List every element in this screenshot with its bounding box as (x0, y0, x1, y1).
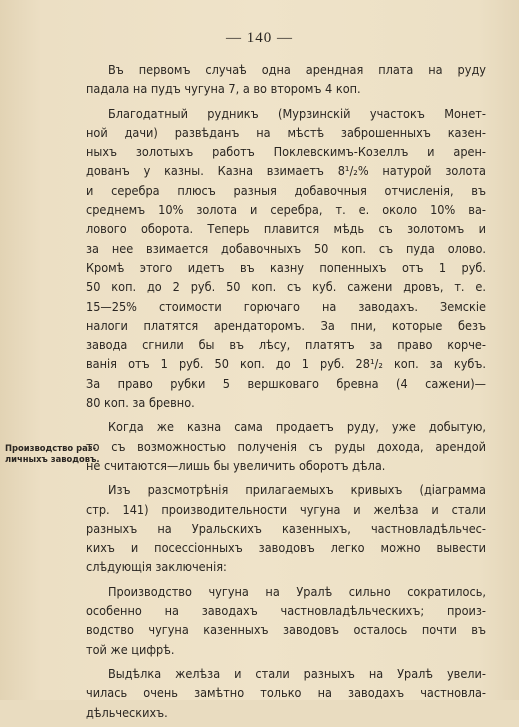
text-line: ной дачи) развѣданъ на мѣстѣ заброшенныхъ казен- (86, 124, 486, 140)
text-line: 80 коп. за бревно. (86, 395, 195, 411)
text-line: Кромѣ этого идетъ въ казну попенныхъ отъ 1 руб. (86, 259, 486, 275)
bleed-through-ghost (6, 468, 78, 488)
text-line: кихъ и посессіонныхъ заводовъ легко можно вывести (86, 540, 486, 556)
text-line: 50 коп. до 2 руб. 50 коп. съ куб. сажени дровъ, т. е. (86, 279, 486, 295)
text-line: и серебра плюсъ разныя добавочныя отчисленія, въ (86, 182, 486, 198)
text-line: дованъ у казны. Казна взимаетъ 8¹/₂% натурой золота (86, 163, 486, 179)
text-line: особенно на заводахъ частновладѣльческихъ; произ- (86, 603, 486, 619)
text-line: среднемъ 10% золота и серебра, т. е. около 10% ва- (86, 202, 486, 218)
paragraph-6 (86, 664, 486, 722)
text-line: За право рубки 5 вершковаго бревна (4 сажени)— (86, 375, 486, 391)
text-line: Когда же казна сама продаетъ руду, уже добытую, (108, 419, 486, 435)
text-line: за нее взимается добавочныхъ 50 коп. съ пуда олово. (86, 240, 486, 256)
text-line: Изъ разсмотрѣнія прилагаемыхъ кривыхъ (діаграмма (108, 482, 486, 498)
paragraph-2 (86, 104, 486, 413)
text-line: слѣдующія заключенія: (86, 559, 227, 575)
body-text (86, 60, 486, 727)
text-line: водство чугуна казенныхъ заводовъ осталось почти въ (86, 622, 486, 638)
text-line: Выдѣлка желѣза и стали разныхъ на Уралѣ увели- (108, 665, 486, 681)
text-line: чилась очень замѣтно только на заводахъ частновла- (86, 685, 486, 701)
text-line: то съ возможностью полученія съ руды дохода, арендой (86, 438, 486, 454)
text-line: Благодатный рудникъ (Мурзинскій участокъ Монет- (108, 105, 486, 121)
margin-note-line: Производство раз- (5, 443, 97, 453)
paragraph-5 (86, 582, 486, 659)
paragraph-3 (86, 417, 486, 475)
text-line: не считаются—лишь бы увеличить оборотъ дѣла. (86, 457, 386, 473)
text-line: той же цифрѣ. (86, 641, 175, 657)
text-line: Производство чугуна на Уралѣ сильно сократилось, (108, 583, 486, 599)
text-line: Въ первомъ случаѣ одна арендная плата на руду (108, 62, 486, 77)
text-line: лового оборота. Теперь плавится мѣдь съ золотомъ и (86, 221, 486, 237)
paragraph-1 (86, 60, 486, 99)
text-line: стр. 141) производительности чугуна и желѣза и стали (86, 501, 486, 517)
text-line: налоги платятся арендаторомъ. За пни, которые безъ (86, 317, 486, 333)
text-line: ныхъ золотыхъ работъ Поклевскимъ-Козеллъ и арен- (86, 144, 486, 160)
margin-note-line: личныхъ заводовъ. (5, 454, 100, 464)
text-line: завода сгнили бы въ лѣсу, платятъ за право корче- (86, 337, 486, 353)
text-line: дѣльческихъ. (86, 704, 168, 720)
text-line: падала на пудъ чугуна 7, а во второмъ 4 коп. (86, 81, 361, 97)
text-line: 15—25% стоимости горючаго на заводахъ. Земскіе (86, 298, 486, 314)
text-line: разныхъ на Уральскихъ казенныхъ, частновладѣльчес- (86, 520, 486, 536)
page-number: — 140 — (226, 30, 293, 46)
text-line: ванія отъ 1 руб. 50 коп. до 1 руб. 28¹/₂ коп. за кубъ. (86, 356, 486, 372)
margin-note (5, 443, 100, 465)
paragraph-4 (86, 480, 486, 576)
